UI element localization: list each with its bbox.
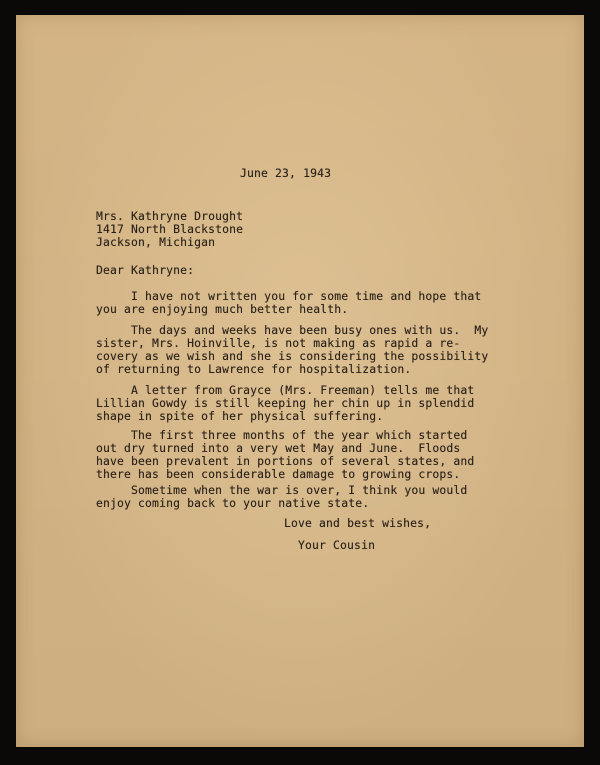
recipient-city: Jackson, Michigan (96, 235, 216, 249)
body-paragraph-5: Sometime when the war is over, I think you would enjoy coming back to your native state. (96, 483, 468, 510)
closing: Love and best wishes, (284, 516, 432, 530)
letter-page (16, 15, 584, 747)
letter-date: June 23, 1943 (240, 166, 332, 180)
body-paragraph-3: A letter from Grayce (Mrs. Freeman) tells me that Lillian Gowdy is still keeping her chin up in splendid shape in spite of her physical suffering. (96, 383, 475, 423)
salutation: Dear Kathryne: (96, 263, 195, 277)
body-paragraph-1: I have not written you for some time and hope that you are enjoying much better health. (96, 289, 482, 316)
recipient-street: 1417 North Blackstone (96, 222, 244, 236)
recipient-name: Mrs. Kathryne Drought (96, 209, 244, 223)
body-paragraph-2: The days and weeks have been busy ones with us. My sister, Mrs. Hoinville, is not making as rapid a re- covery as we wish and she is considering the possibility of returning to Lawrence for hospitalization. (96, 323, 489, 376)
signoff: Your Cousin (298, 538, 376, 552)
body-paragraph-4: The first three months of the year which started out dry turned into a very wet May and June. Floods have been prevalent in portions of several states, and there has been considerable damage to growing crops. (96, 428, 475, 481)
